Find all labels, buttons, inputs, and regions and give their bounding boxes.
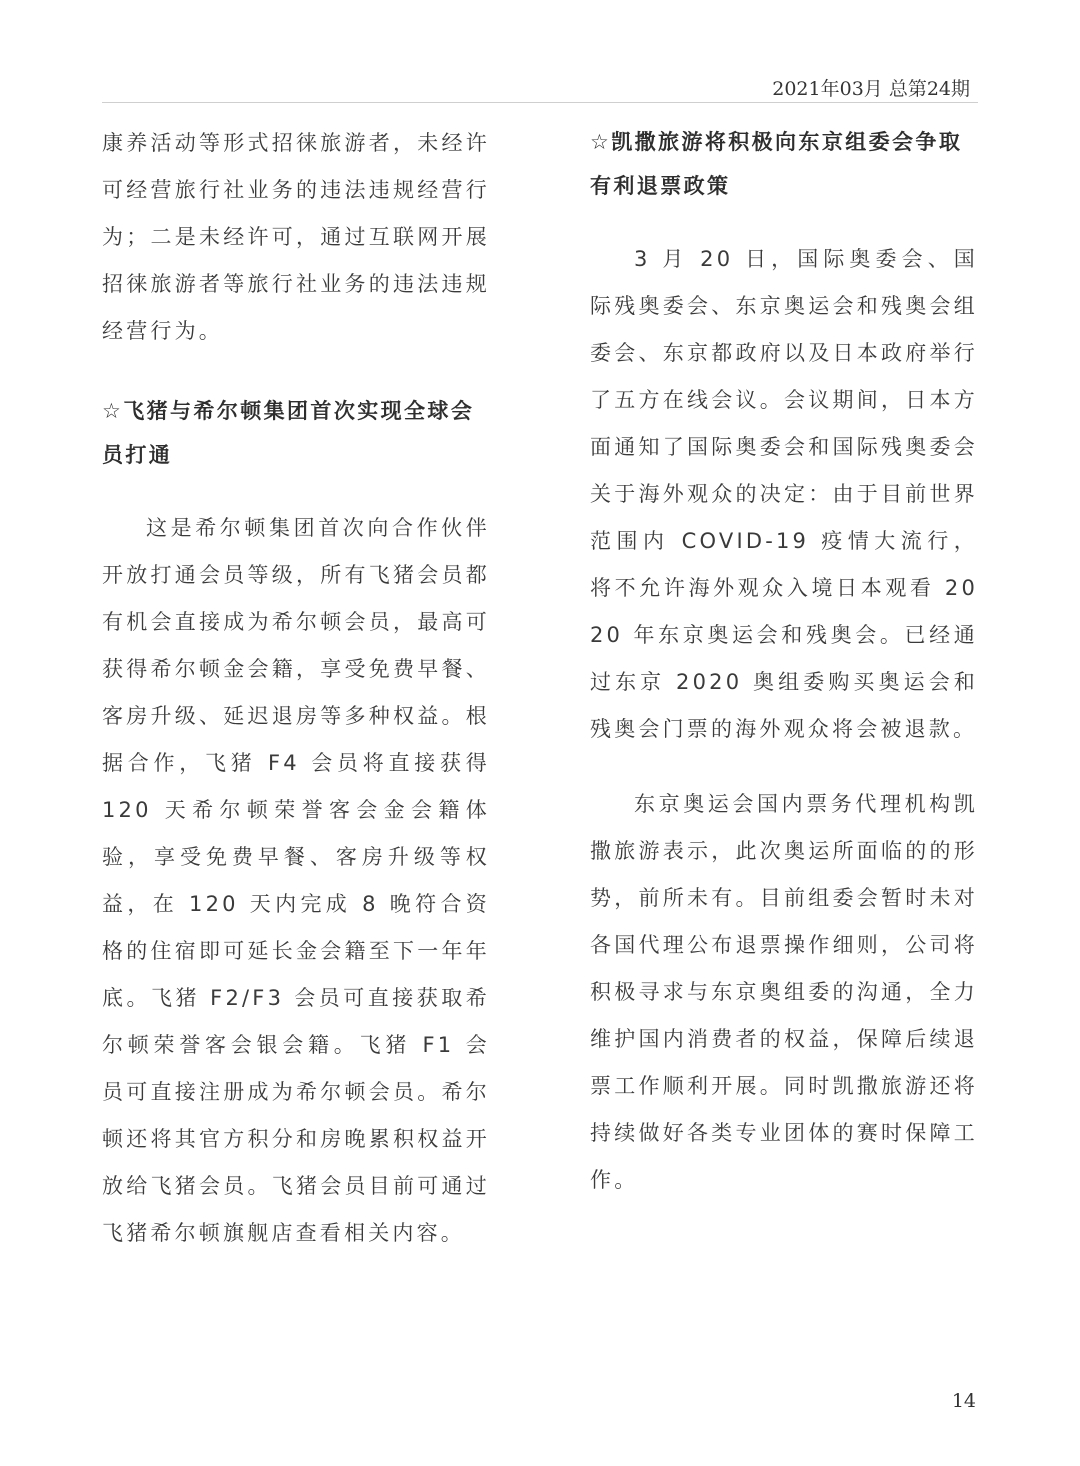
spacer [590, 753, 978, 781]
issue-label: 2021年03月 总第24期 [772, 78, 970, 100]
continued-paragraph: 康养活动等形式招徕旅游者，未经许可经营旅行社业务的违法违规经营行为；二是未经许可，通过互联网开展招徕旅游者等旅行社业务的违法违规经营行为。 [102, 131, 490, 343]
article-paragraph: 3 月 20 日，国际奥委会、国际残奥委会、东京奥运会和残奥会组委会、东京都政府以及日本政府举行了五方在线会议。会议期间，日本方面通知了国际奥委会和国际残奥委会关于海外观众的决定：由于目前世界范围内 COVID-19 疫情大流行，将不允许海外观众入境日本观看 2020 年东京奥运会和残奥会。已经通过东京 2020 奥组委购买奥运会和残奥会门票的海外观众将会被退款。 [590, 247, 978, 741]
article-paragraph: 东京奥运会国内票务代理机构凯撒旅游表示，此次奥运所面临的的形势，前所未有。目前组委会暂时未对各国代理公布退票操作细则，公司将积极寻求与东京奥组委的沟通，全力维护国内消费者的权益，保障后续退票工作顺利开展。同时凯撒旅游还将持续做好各类专业团体的赛时保障工作。 [590, 792, 978, 1192]
section-heading-text: 飞猪与希尔顿集团首次实现全球会员打通 [102, 399, 475, 467]
right-column [590, 120, 978, 1204]
spacer [102, 355, 490, 389]
star-icon: ☆ [102, 399, 124, 423]
section-heading-caissa [590, 120, 978, 208]
spacer [590, 208, 978, 236]
page-header [102, 72, 978, 103]
left-column [102, 120, 490, 1257]
article-paragraph: 这是希尔顿集团首次向合作伙伴开放打通会员等级，所有飞猪会员都有机会直接成为希尔顿会员，最高可获得希尔顿金会籍，享受免费早餐、客房升级、延迟退房等多种权益。根据合作，飞猪 F4 会员将直接获得 120 天希尔顿荣誉客会金会籍体验，享受免费早餐、客房升级等权益，在 120 天内完成 8 晚符合资格的住宿即可延长金会籍至下一年年底。飞猪 F2/F3 会员可直接获取希尔顿荣誉客会银会籍。飞猪 F1 会员可直接注册成为希尔顿会员。希尔顿还将其官方积分和房晚累积权益开放给飞猪会员。飞猪会员目前可通过飞猪希尔顿旗舰店查看相关内容。 [102, 516, 490, 1245]
star-icon: ☆ [590, 130, 612, 154]
page-number: 14 [951, 1390, 976, 1412]
spacer [102, 477, 490, 505]
section-heading-fliggy-hilton [102, 389, 490, 477]
section-heading-text: 凯撒旅游将积极向东京组委会争取有利退票政策 [590, 130, 963, 198]
